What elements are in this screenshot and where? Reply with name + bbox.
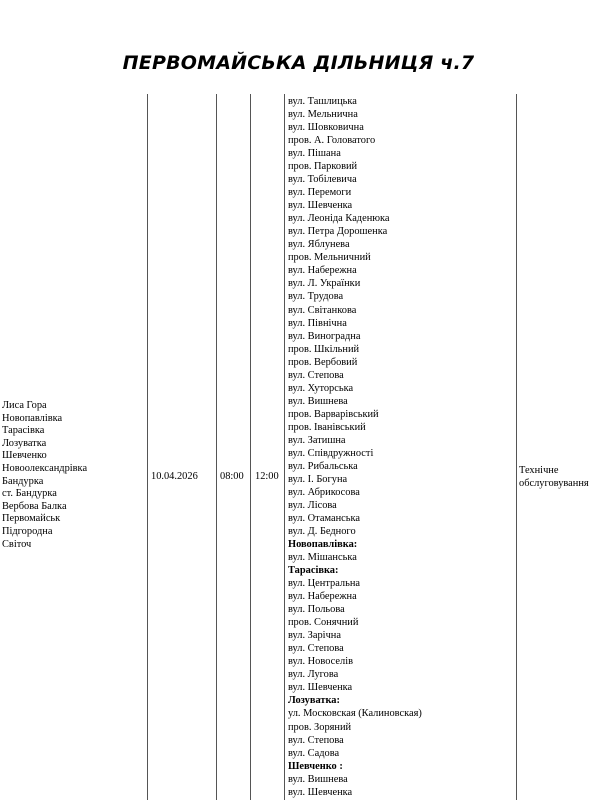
settlement-item: Новопавлівка (2, 412, 63, 424)
settlement-item: Шевченко (2, 450, 47, 462)
street-item: пров. Шкільний (288, 343, 360, 355)
date-cell: 10.04.2026 (151, 471, 198, 482)
street-item: пров. Парковий (288, 161, 358, 173)
street-item: вул. Петра Дорошенка (288, 226, 388, 238)
street-item: вул. Рибальська (288, 460, 358, 472)
reason-cell: Технічне обслуговування (519, 465, 589, 489)
settlements-cell (2, 400, 146, 551)
settlement-item: Тарасівка (2, 425, 45, 437)
column-divider (147, 94, 148, 800)
street-item: вул. Шевченка (288, 786, 353, 798)
street-item: пров. Варварівський (288, 408, 379, 420)
settlement-item: Бандурка (2, 475, 44, 487)
street-item: вул. Ташлицька (288, 96, 357, 107)
street-item: вул. Шевченка (288, 200, 353, 212)
settlement-item: Первомайськ (2, 513, 61, 525)
street-item: вул. Д. Бедного (288, 526, 356, 538)
street-item: пров. Іванівський (288, 421, 366, 433)
streets-cell (288, 95, 514, 799)
settlement-item: Новоолександрівка (2, 462, 88, 474)
street-item: вул. Пішана (288, 148, 341, 160)
street-item: вул. Степова (288, 369, 344, 381)
street-item: вул. Тобілевича (288, 174, 357, 186)
settlement-header: Шевченко : (288, 760, 343, 772)
street-item: вул. Світанкова (288, 304, 357, 316)
street-item: вул. Вишнева (288, 395, 348, 407)
settlement-item: Лиса Гора (2, 400, 47, 411)
street-item: вул. Леоніда Каденюка (288, 213, 390, 225)
street-item: вул. Яблунева (288, 239, 350, 251)
street-item: вул. Лугова (288, 669, 339, 681)
time-end-cell: 12:00 (255, 471, 279, 482)
street-item: вул. Перемоги (288, 187, 352, 199)
street-item: вул. Співдружності (288, 447, 374, 459)
street-item: вул. Набережна (288, 591, 357, 603)
street-item: вул. Зарічна (288, 630, 341, 642)
column-divider (250, 94, 251, 800)
settlement-header: Новопавлівка: (288, 539, 358, 551)
settlement-item: Світоч (2, 538, 32, 550)
street-item: вул. Мішанська (288, 552, 357, 564)
street-item: пров. Вербовий (288, 356, 358, 368)
street-item: вул. Новоселів (288, 656, 353, 668)
page-title: ПЕРВОМАЙСЬКА ДІЛЬНИЦЯ ч.7 (122, 52, 475, 74)
street-item: вул. Трудова (288, 291, 344, 303)
street-item: вул. Шовковична (288, 122, 364, 134)
street-item: вул. Мельнична (288, 109, 358, 121)
street-item: вул. Північна (288, 317, 347, 329)
settlement-item: Вербова Балка (2, 500, 67, 512)
street-item: вул. Центральна (288, 578, 361, 590)
settlement-item: ст. Бандурка (2, 488, 57, 500)
street-item: вул. І. Богуна (288, 473, 348, 485)
street-item: вул. Абрикосова (288, 486, 360, 498)
street-item: пров. А. Головатого (288, 135, 376, 147)
settlement-item: Підгородна (2, 525, 53, 537)
settlement-header: Лозуватка: (288, 695, 340, 707)
street-item: вул. Хуторська (288, 382, 354, 394)
street-item: вул. Польова (288, 604, 345, 616)
column-divider (516, 94, 517, 800)
street-item: вул. Затишна (288, 434, 346, 446)
street-item: вул. Набережна (288, 265, 357, 277)
settlement-item: Лозуватка (2, 437, 47, 449)
street-item: ул. Московская (Калиновская) (288, 708, 422, 720)
column-divider (216, 94, 217, 800)
settlement-header: Тарасівка: (288, 565, 339, 577)
street-item: вул. Шевченка (288, 682, 353, 694)
street-item: вул. Виноградна (288, 330, 361, 342)
time-start-cell: 08:00 (220, 471, 244, 482)
street-item: вул. Лісова (288, 499, 337, 511)
street-item: вул. Степова (288, 643, 344, 655)
street-item: вул. Отаманська (288, 513, 360, 524)
street-item: пров. Сонячний (288, 617, 359, 629)
street-item: пров. Зоряний (288, 721, 352, 733)
column-divider (284, 94, 285, 800)
street-item: вул. Садова (288, 747, 340, 759)
street-item: вул. Степова (288, 734, 344, 746)
street-item: пров. Мельничний (288, 252, 371, 264)
street-item: вул. Л. Українки (288, 278, 361, 290)
street-item: вул. Вишнева (288, 773, 348, 785)
